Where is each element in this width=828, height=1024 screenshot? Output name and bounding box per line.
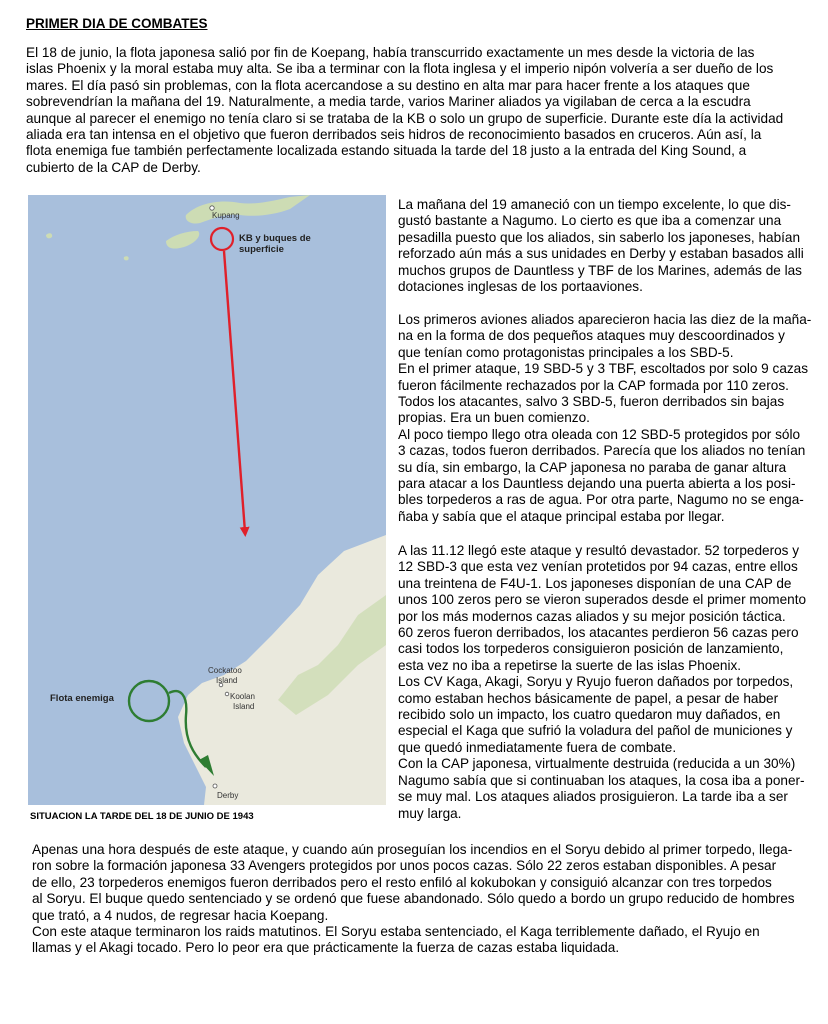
- text-line: Al poco tiempo llego otra oleada con 12 SBD-5 protegidos por sólo: [398, 426, 801, 442]
- text-line: 60 zeros fueron derribados, los atacantes perdieron 56 cazas pero: [398, 625, 799, 641]
- text-line: recibido solo un impacto, los cuatro quedaron muy dañados, en: [398, 707, 781, 723]
- text-line: 3 cazas, todos fueron derribados. Parecía que los aliados no tenían: [398, 443, 806, 459]
- text-line: mares. El día pasó sin problemas, con la flota acercandose a su destino en alta mar para hacer frente a los ataques que: [26, 77, 750, 93]
- text-line: de ello, 23 torpederos enemigos fueron derribados pero el resto enfiló al kokubokan y consiguió alcanzar con tres torpedos: [32, 874, 772, 890]
- text-line: se muy mal. Los ataques aliados prosiguieron. La tarde iba a ser: [398, 789, 788, 805]
- intro-paragraph: [26, 45, 806, 176]
- enemy-fleet-label: Flota enemiga: [50, 693, 114, 704]
- text-line: islas Phoenix y la moral estaba muy alta. Se iba a terminar con la flota inglesa y el imperio nipón volvería a ser dueño de los: [26, 61, 774, 77]
- text-line: una treintena de F4U-1. Los japoneses disponían de una CAP de: [398, 575, 792, 591]
- text-line: La mañana del 19 amaneció con un tiempo excelente, lo que dis-: [398, 197, 791, 212]
- text-line: que trató, a 4 nudos, de regresar hacia Koepang.: [32, 907, 329, 923]
- text-line: para atacar a los Dauntless dejando una puerta abierta a los posi-: [398, 476, 796, 492]
- text-line: flota enemiga fue también perfectamente localizada estando situada la tarde del 18 justo a la entrada del King Sound, a: [26, 143, 747, 159]
- page-title: PRIMER DIA DE COMBATES: [26, 16, 208, 31]
- text-line: A las 11.12 llegó este ataque y resultó devastador. 52 torpederos y: [398, 543, 800, 558]
- text-line: ron sobre la formación japonesa 33 Avengers protegidos por unos pocos cazas. Sólo 22 zeros estaban disponibles. A pesar: [32, 858, 777, 874]
- koolan-dot: [225, 692, 229, 696]
- text-line: gustó bastante a Nagumo. Lo cierto es que iba a comenzar una: [398, 213, 782, 229]
- derby-label: Derby: [217, 791, 239, 800]
- koolan-label: Koolan: [230, 692, 255, 701]
- text-line: propias. Era un buen comienzo.: [398, 410, 590, 426]
- text-line: aliada era tan intensa en el objetivo que fueron derribados seis hidros de reconocimiento basados en cruceros. Aún así, la: [26, 127, 762, 143]
- text-line: 12 SBD-3 que esta vez venían protetidos por 94 cazas, entre ellos: [398, 559, 798, 575]
- situation-map: [28, 195, 386, 805]
- text-line: sobrevendrían la mañana del 19. Naturalmente, a media tarde, varios Mariner aliados ya vigilaban de cerca a la escudra: [26, 94, 751, 110]
- text-line: Todos los atacantes, salvo 3 SBD-5, fueron derribados sin bajas: [398, 394, 785, 410]
- cockatoo-label: Cockatoo: [208, 666, 242, 675]
- derby-dot: [213, 784, 217, 788]
- text-line: Los CV Kaga, Akagi, Soryu y Ryujo fueron dañados por torpedos,: [398, 674, 794, 690]
- cockatoo-label-line2: Island: [216, 676, 238, 685]
- text-line: reforzado aún más a sus unidades en Derby y estaban basados alli: [398, 246, 804, 262]
- text-line: Nagumo sabía que si continuaban los ataques, la cosa iba a poner-: [398, 772, 805, 788]
- text-line: como estaban hechos básicamente de papel, a pesar de haber: [398, 690, 779, 706]
- text-line: cubierto de la CAP de Derby.: [26, 159, 201, 175]
- right-paragraph-3: [398, 543, 823, 822]
- islet: [124, 256, 129, 260]
- text-line: unos 100 zeros pero se vieron superados desde el primer momento: [398, 592, 807, 608]
- text-line: muchos grupos de Dauntless y TBF de los Marines, además de las: [398, 262, 802, 278]
- text-line: al Soryu. El buque quedo sentenciado y se ordenó que fuese abandonado. Sólo quedo a bordo un grupo reducido de hombres: [32, 891, 795, 907]
- koolan-label-line2: Island: [233, 702, 255, 711]
- text-line: Los primeros aviones aliados aparecieron hacia las diez de la maña-: [398, 312, 812, 327]
- text-line: que quedó inmediatamente fuera de combate.: [398, 739, 677, 755]
- text-line: llamas y el Akagi tocado. Pero lo peor era que prácticamente la fuerza de cazas estaba liquidada.: [32, 940, 620, 956]
- text-line: bles torpederos a ras de agua. Por otra parte, Nagumo no se enga-: [398, 492, 804, 508]
- text-line: que tenían como protagonistas principales a los SBD-5.: [398, 344, 734, 360]
- text-line: por los más modernos cazas aliados y su mejor posición táctica.: [398, 608, 786, 624]
- kb-label-line1: KB y buques de: [239, 233, 311, 244]
- text-line: En el primer ataque, 19 SBD-5 y 3 TBF, escoltados por solo 9 cazas: [398, 361, 809, 377]
- text-line: ñaba y sabía que el ataque principal estaba por llegar.: [398, 508, 725, 524]
- bottom-paragraph: [32, 842, 817, 957]
- text-line: aunque al parecer el enemigo no tenía claro si se trataba de la KB o solo un grupo de superficie. Durante este día la actividad: [26, 110, 784, 126]
- text-line: Con la CAP japonesa, virtualmente destruida (reducida a un 30%): [398, 756, 796, 772]
- map-caption: SITUACION LA TARDE DEL 18 DE JUNIO DE 1943: [30, 811, 254, 822]
- right-paragraph-1: [398, 197, 823, 295]
- text-line: su día, sin embargo, la CAP japonesa no paraba de ganar altura: [398, 459, 787, 475]
- text-line: na en la forma de dos pequeños ataques muy descoordinados y: [398, 328, 785, 344]
- kupang-label: Kupang: [212, 211, 240, 220]
- text-line: Con este ataque terminaron los raids matutinos. El Soryu estaba sentenciado, el Kaga terriblemente dañado, el Ryujo en: [32, 924, 760, 940]
- kupang-dot: [210, 206, 214, 210]
- text-line: pesadilla puesto que los aliados, sin saberlo los japoneses, habían: [398, 229, 801, 245]
- right-paragraph-2: [398, 312, 823, 525]
- text-line: especial el Kaga que sufrió la voladura del pañol de municiones y: [398, 723, 793, 739]
- text-line: fueron fácilmente rechazados por la CAP formada por 110 zeros.: [398, 377, 789, 393]
- kb-label-line2: superficie: [239, 244, 284, 255]
- text-line: El 18 de junio, la flota japonesa salió por fin de Koepang, había transcurrido exactamente un mes desde la victoria de las: [26, 45, 755, 60]
- text-line: casi todos los torpederos consiguieron posición de lanzamiento,: [398, 641, 784, 657]
- text-line: esta vez no iba a repetirse la suerte de las islas Phoenix.: [398, 657, 742, 673]
- text-line: Apenas una hora después de este ataque, y cuando aún proseguían los incendios en el Soryu debido al primer torpedo, llega-: [32, 842, 793, 857]
- text-line: dotaciones inglesas de los portaaviones.: [398, 279, 643, 295]
- text-line: muy larga.: [398, 805, 462, 821]
